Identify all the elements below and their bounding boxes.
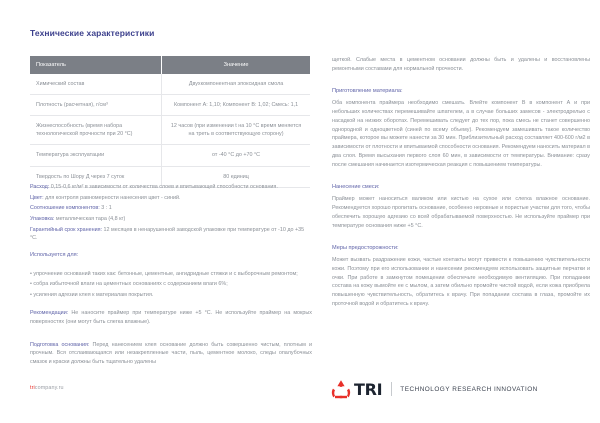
property-packaging <box>30 215 312 224</box>
spacer <box>30 334 312 341</box>
preparation-text: Перед нанесением клея основание должно быть совершенно чистым, плотным и прочным. Вся отслаивающаяся или незакрепленные части, пыль, цементное молоко, следы опалубочных смазок и краски должны быть тщательно удалены <box>30 341 312 366</box>
footer-website-url[interactable] <box>30 385 64 391</box>
table-row <box>30 74 310 95</box>
cell-value: 80 единиц <box>162 166 310 187</box>
list-item: • упрочнение оснований таких как: бетонные, цементные, ангидридные стяжки и с выборочным ремонтом; <box>30 270 298 277</box>
table-header-row <box>30 56 310 74</box>
mixing-heading: Приготовление материала: <box>332 87 403 94</box>
cell-parameter: Химический состав <box>30 74 162 95</box>
property-consumption-label: Расход: <box>30 184 50 190</box>
property-ratio-text: 3 : 1 <box>99 205 112 212</box>
property-color <box>30 194 312 203</box>
property-ratio <box>30 204 312 213</box>
spacer <box>332 177 590 184</box>
spacer <box>30 302 312 309</box>
cell-parameter: Температура эксплуатации <box>30 145 162 166</box>
property-color-label: Цвет: <box>30 194 44 201</box>
spacer <box>332 238 590 245</box>
cell-value: 12 часов (при изменении t на 10 °С время меняется на треть в соответствующую сторону) <box>162 116 310 145</box>
property-shelf-life-label: Гарантийный срок хранения: <box>30 226 103 233</box>
mixing-paragraph: Оба компонента праймера необходимо смешать. Влейте компонент В в компонент А и при небольших количествах перемешивайте шпателем, а в случае больших замесов - электродрелью с насадкой на низких оборотах. Перемешивать следует до тех пор, пока смесь не станет совершенно однородной и одноцветной (синей по всему объему). Рекомендуем замешивать такое количество праймера, которое вы можете нанести за 30 мин. Приблизительный расход составляет 400-600 г/м2 в зависимости от плотности и впитываемой способности основания. Рекомендуем наносить материал в два слоя. Время высыхания первого слоя 60 мин, в зависимости от температуры. Внимание: сразу после смешания начинается изотермическая реакция с повышением температуры. <box>332 99 590 169</box>
logo-tagline: TECHNOLOGY RESEARCH INNOVATION <box>400 385 538 393</box>
column-header-parameter: Показатель <box>30 56 162 74</box>
list-item: • усиления адгезии клея к материалам покрытия. <box>30 292 154 299</box>
recommendation-label: Рекомендации: <box>30 309 69 316</box>
preparation-paragraph <box>30 341 312 368</box>
application-paragraph: Праймер может наноситься валиком или кистью на сухое или слегка влажное основание. Рекомендуется хорошо пропитать основание, особенно неровные и пористые участки для того, чтобы обеспечить хорошую адгезию со всей обрабатываемой поверхностью. Не используйте праймер при температуре основания ниже +5 °С. <box>332 196 590 229</box>
safety-paragraph: Может вызвать раздражение кожи, частые контакты могут привести к повышению чувствительности кожи. Поэтому при его использовании и нанесении рекомендуем использовать защитные перчатки и очки. При работе в замкнутом помещении обеспечьте необходимую вентиляцию. При попадании состава на кожу вымойте ее с мылом, а затем обильно промойте чистой водой, если кожа приобрела повышенную чувствительность, обратитесь к врачу. При попадании состава в глаза, промойте их проточной водой и обратитесь к врачу. <box>332 256 590 308</box>
table-row <box>30 95 310 116</box>
property-ratio-label: Соотношение компонентов: <box>30 205 100 212</box>
property-consumption-text: 0,15-0,6 кг/м² в зависимости от количества слоев и впитывающей способности основания. <box>49 184 278 190</box>
property-consumption <box>30 183 312 192</box>
logo-divider <box>391 382 392 396</box>
company-logo <box>331 378 538 400</box>
recommendation-paragraph <box>30 309 312 327</box>
cell-value: Компонент А: 1,10; Компонент В: 1,02; Смесь: 1,1 <box>162 95 310 116</box>
property-color-text: для контроля равномерности нанесения цвет - синий. <box>43 194 181 201</box>
technical-specifications-table <box>30 56 310 188</box>
footer-url-domain: company.ru <box>34 385 64 391</box>
cell-parameter: Плотность (расчетная), г/см³ <box>30 95 162 116</box>
usage-heading: Используется для: <box>30 251 79 258</box>
spacer <box>30 245 312 252</box>
application-heading: Нанесение смеси: <box>332 184 380 191</box>
column-header-value: Значение <box>162 56 310 74</box>
page-title: Технические характеристики <box>30 28 155 38</box>
cell-value: Двухкомпонентная эпоксидная смола <box>162 74 310 95</box>
footer-url-brand: tri <box>30 385 35 391</box>
logo-wordmark: TRI <box>354 379 383 399</box>
property-packaging-text: металлическая тара (4,8 кг) <box>54 215 126 222</box>
safety-heading: Меры предосторожности: <box>332 244 399 251</box>
property-shelf-life <box>30 226 312 243</box>
spacer <box>30 263 312 270</box>
recommendation-text: Не наносите праймер при температуре ниже +5 °С. Не используйте праймер на мокрых поверхностях (они могут быть слегка влажные). <box>30 309 312 325</box>
cell-parameter: Жизнеспособность (время набора технологической прочности при 20 °С) <box>30 116 162 145</box>
list-item: • собра избыточной влаги на цементных основаниях с содержанием влаги 6%; <box>30 281 228 288</box>
table-row <box>30 145 310 166</box>
preparation-label: Подготовка основания: <box>30 341 90 348</box>
left-text-column <box>30 183 312 374</box>
cell-parameter: Твердость по Шору Д через 7 суток <box>30 166 162 187</box>
intro-paragraph: щеткой. Слабые места в цементном основании должны быть и удалены и восстановлены ремонтными составами для нормальной прочности. <box>332 57 590 72</box>
property-shelf-life-text: 12 месяцев в ненарушенной заводской упаковке при температуре от -10 до +35 °С. <box>30 226 305 242</box>
property-packaging-label: Упаковка: <box>30 215 55 222</box>
spacer <box>332 81 590 88</box>
right-text-column <box>332 56 590 316</box>
table-row <box>30 116 310 145</box>
cell-value: от -40 °С до +70 °С <box>162 145 310 166</box>
recycle-triangle-icon <box>331 379 351 399</box>
